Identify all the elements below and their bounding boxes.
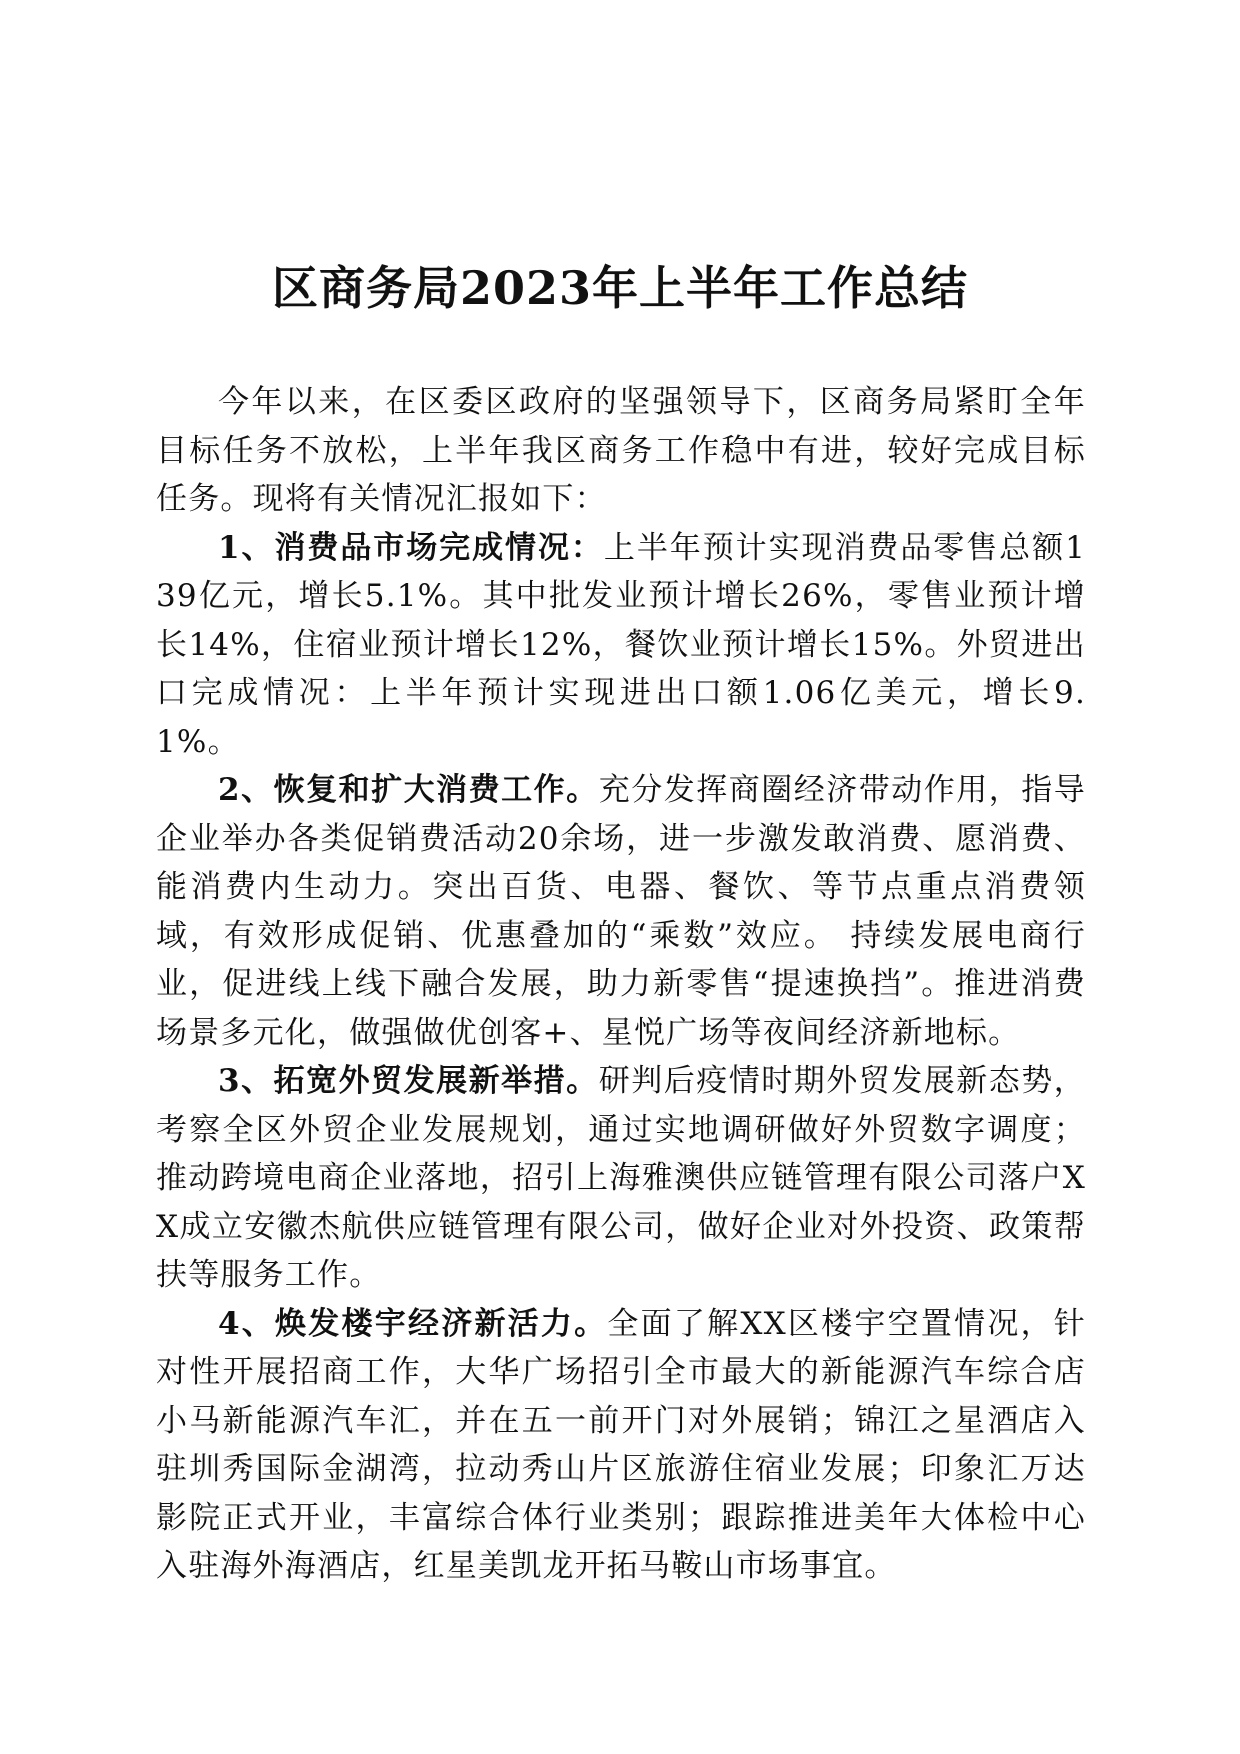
- section-text-3: 研判后疫情时期外贸发展新态势，考察全区外贸企业发展规划，通过实地调研做好外贸数字调度；推动跨境电商企业落地，招引上海雅澳供应链管理有限公司落户XX成立安徽杰航供应链管理有限公司，做好企业对外投资、政策帮扶等服务工作。: [156, 1063, 1087, 1293]
- section-paragraph-1: [156, 524, 1086, 767]
- section-text-2: 充分发挥商圈经济带动作用，指导企业举办各类促销费活动20余场，进一步激发敢消费、愿消费、能消费内生动力。突出百货、电器、餐饮、等节点重点消费领域，有效形成促销、优惠叠加的“乘数”效应。 持续发展电商行业，促进线上线下融合发展，助力新零售“提速换挡”。推进消费场景多元化，做强做优创客+、星悦广场等夜间经济新地标。: [156, 772, 1087, 1051]
- section-text-4: 全面了解XX区楼宇空置情况，针对性开展招商工作，大华广场招引全市最大的新能源汽车综合店小马新能源汽车汇，并在五一前开门对外展销；锦江之星酒店入驻圳秀国际金湖湾，拉动秀山片区旅游住宿业发展；印象汇万达影院正式开业，丰富综合体行业类别；跟踪推进美年大体检中心入驻海外海酒店，红星美凯龙开拓马鞍山市场事宜。: [156, 1305, 1087, 1584]
- section-paragraph-2: [156, 766, 1086, 1057]
- section-heading-2: 2、恢复和扩大消费工作。: [218, 772, 599, 808]
- section-heading-4: 4、焕发楼宇经济新活力。: [218, 1305, 608, 1342]
- section-heading-1: 1、消费品市场完成情况：: [218, 529, 604, 566]
- document-title: 区商务局2023年上半年工作总结: [271, 261, 969, 315]
- section-text-1: 上半年预计实现消费品零售总额139亿元，增长5.1%。其中批发业预计增长26%，零售业预计增长14%，住宿业预计增长12%，餐饮业预计增长15%。外贸进出口完成情况：上半年预计实现进出口额1.06亿美元，增长9.1%。: [156, 529, 1086, 760]
- section-heading-3: 3、拓宽外贸发展新举措。: [218, 1063, 599, 1099]
- section-paragraph-4: [156, 1300, 1086, 1591]
- section-paragraph-3: [156, 1057, 1086, 1300]
- intro-paragraph: 今年以来，在区委区政府的坚强领导下，区商务局紧盯全年目标任务不放松，上半年我区商务工作稳中有进，较好完成目标任务。现将有关情况汇报如下：: [156, 384, 1086, 517]
- document-body: [156, 378, 1086, 1591]
